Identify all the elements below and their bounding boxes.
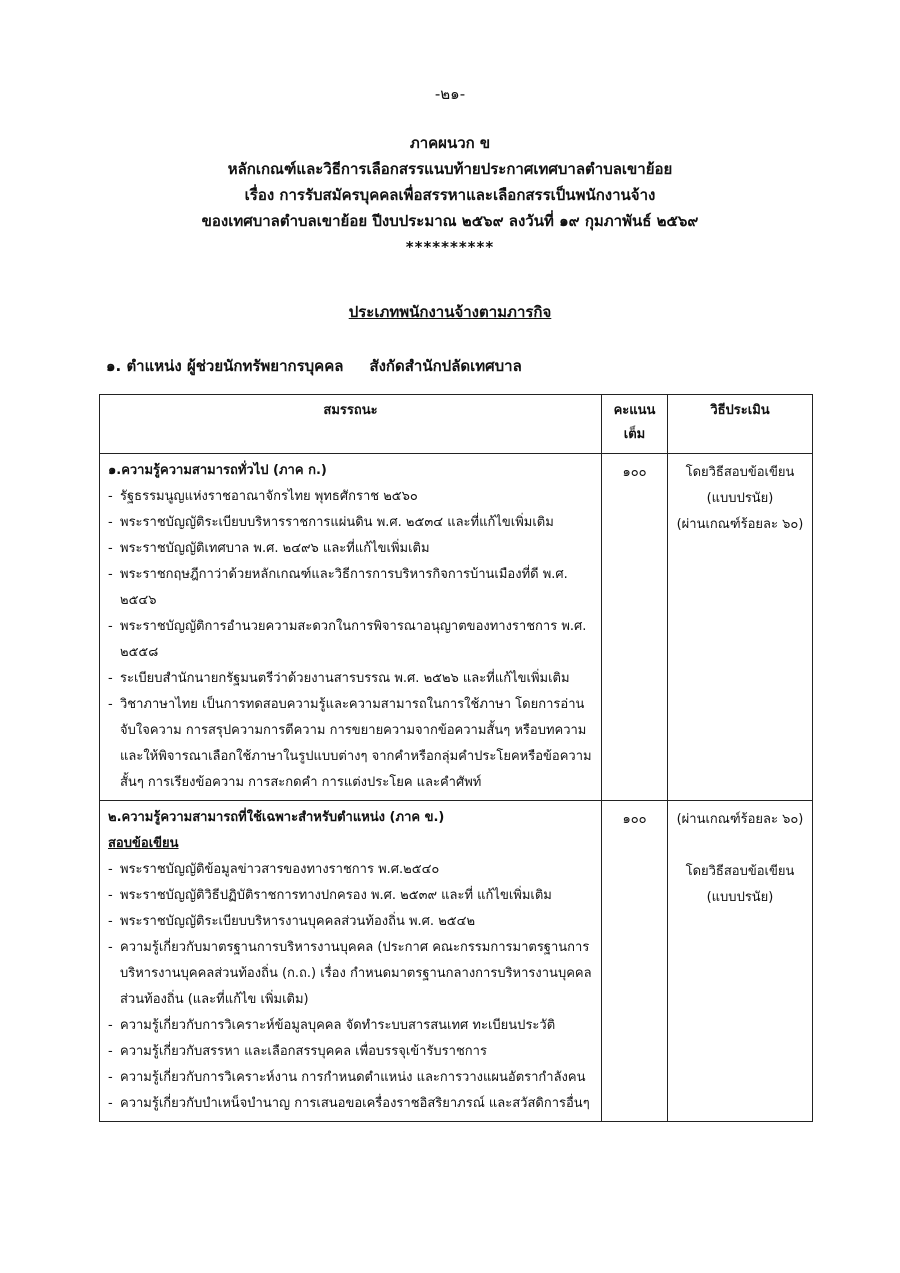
method-line: (แบบปรนัย)	[706, 890, 774, 905]
subject-line: เรื่อง การรับสมัครบุคคลเพื่อสรรหาและเลือกสรรเป็นพนักงานจ้าง	[244, 186, 656, 204]
list-item: - ระเบียบสำนักนายกรัฐมนตรีว่าด้วยงานสารบรรณ พ.ศ. ๒๕๒๖ และที่แก้ไขเพิ่มเติม	[108, 666, 595, 692]
list-item: - พระราชกฤษฎีกาว่าด้วยหลักเกณฑ์และวิธีการการบริหารกิจการบ้านเมืองที่ดี พ.ศ. ๒๕๔๖	[108, 562, 595, 614]
list-item: - พระราชบัญญัติเทศบาล พ.ศ. ๒๔๙๖ และที่แก้ไขเพิ่มเติม	[108, 536, 595, 562]
method-spacer	[669, 833, 811, 859]
position-department: สังกัดสำนักปลัดเทศบาล	[369, 357, 522, 375]
list-item: - ความรู้เกี่ยวกับการวิเคราะห์งาน การกำหนดตำแหน่ง และการวางแผนอัตรากำลังคน	[108, 1065, 595, 1091]
list-item: - รัฐธรรมนูญแห่งราชอาณาจักรไทย พุทธศักราช ๒๕๖๐	[108, 484, 595, 510]
group2-competency-cell	[100, 801, 602, 1122]
announcement-heading	[0, 130, 900, 260]
page-number: -๒๑-	[434, 85, 466, 103]
group1-method	[668, 454, 813, 801]
group2-score: ๑๐๐	[602, 801, 668, 1122]
header-competency: สมรรถนะ	[100, 395, 602, 454]
list-item: - พระราชบัญญัติระเบียบบริหารราชการแผ่นดิน พ.ศ. ๒๕๓๔ และที่แก้ไขเพิ่มเติม	[108, 510, 595, 536]
list-item: - พระราชบัญญัติการอำนวยความสะดวกในการพิจารณาอนุญาตของทางราชการ พ.ศ. ๒๕๕๘	[108, 614, 595, 666]
section-title: ประเภทพนักงานจ้างตามภารกิจ	[348, 303, 552, 321]
list-item: - ความรู้เกี่ยวกับมาตรฐานการบริหารงานบุคคล (ประกาศ คณะกรรมการมาตรฐานการบริหารงานบุคคลส่วนท้องถิ่น (ก.ถ.) เรื่อง กำหนดมาตรฐานกลางการบริหารงานบุคคลส่วนท้องถิ่น (และที่แก้ไข เพิ่มเติม)	[108, 935, 595, 1013]
criteria-table	[99, 394, 813, 1122]
group1-title: ๑.ความรู้ความสามารถทั่วไป (ภาค ก.)	[108, 463, 327, 478]
method-line: (ผ่านเกณฑ์ร้อยละ ๖๐)	[676, 812, 804, 827]
method-line: (แบบปรนัย)	[706, 491, 774, 506]
appendix-title: ภาคผนวก ข	[409, 134, 491, 152]
list-item: - ความรู้เกี่ยวกับบำเหน็จบำนาญ การเสนอขอเครื่องราชอิสริยาภรณ์ และสวัสดิการอื่นๆ	[108, 1091, 595, 1117]
table-row	[100, 801, 813, 1122]
group1-score: ๑๐๐	[602, 454, 668, 801]
fiscal-year-date-line: ของเทศบาลตำบลเขาย้อย ปีงบประมาณ ๒๕๖๙ ลงวันที่ ๑๙ กุมภาพันธ์ ๒๕๖๙	[201, 212, 699, 230]
list-item: - พระราชบัญญัติวิธีปฏิบัติราชการทางปกครอง พ.ศ. ๒๕๓๙ และที่ แก้ไขเพิ่มเติม	[108, 883, 595, 909]
list-item: - พระราชบัญญัติข้อมูลข่าวสารของทางราชการ พ.ศ.๒๕๔๐	[108, 857, 595, 883]
group2-subtitle: สอบข้อเขียน	[108, 836, 179, 851]
method-line: (ผ่านเกณฑ์ร้อยละ ๖๐)	[676, 517, 804, 532]
group2-method	[668, 801, 813, 1122]
criteria-title: หลักเกณฑ์และวิธีการเลือกสรรแนบท้ายประกาศเทศบาลตำบลเขาย้อย	[227, 160, 673, 178]
header-full-score: คะแนนเต็ม	[602, 395, 668, 454]
list-item: - พระราชบัญญัติระเบียบบริหารงานบุคคลส่วนท้องถิ่น พ.ศ. ๒๕๔๒	[108, 909, 595, 935]
list-item: - วิชาภาษาไทย เป็นการทดสอบความรู้และความสามารถในการใช้ภาษา โดยการอ่านจับใจความ การสรุปความการตีความ การขยายความจากข้อความสั้นๆ หรือบทความ และให้พิจารณาเลือกใช้ภาษาในรูปแบบต่างๆ จากคำหรือกลุ่มคำประโยคหรือข้อความสั้นๆ การเรียงข้อความ การสะกดคำ การแต่งประโยค และคำศัพท์	[108, 692, 595, 796]
group2-title: ๒.ความรู้ความสามารถที่ใช้เฉพาะสำหรับตำแหน่ง (ภาค ข.)	[108, 810, 445, 825]
header-method: วิธีประเมิน	[668, 395, 813, 454]
list-item: - ความรู้เกี่ยวกับสรรหา และเลือกสรรบุคคล เพื่อบรรจุเข้ารับราชการ	[108, 1039, 595, 1065]
table-header-row	[100, 395, 813, 454]
position-line	[106, 354, 522, 378]
separator-stars: **********	[405, 238, 495, 256]
method-line: โดยวิธีสอบข้อเขียน	[685, 465, 795, 480]
list-item: - ความรู้เกี่ยวกับการวิเคราะห์ข้อมูลบุคคล จัดทำระบบสารสนเทศ ทะเบียนประวัติ	[108, 1013, 595, 1039]
table-row	[100, 454, 813, 801]
position-label: ๑. ตำแหน่ง ผู้ช่วยนักทรัพยากรบุคคล	[106, 357, 344, 375]
method-line: โดยวิธีสอบข้อเขียน	[685, 864, 795, 879]
group1-competency-cell	[100, 454, 602, 801]
